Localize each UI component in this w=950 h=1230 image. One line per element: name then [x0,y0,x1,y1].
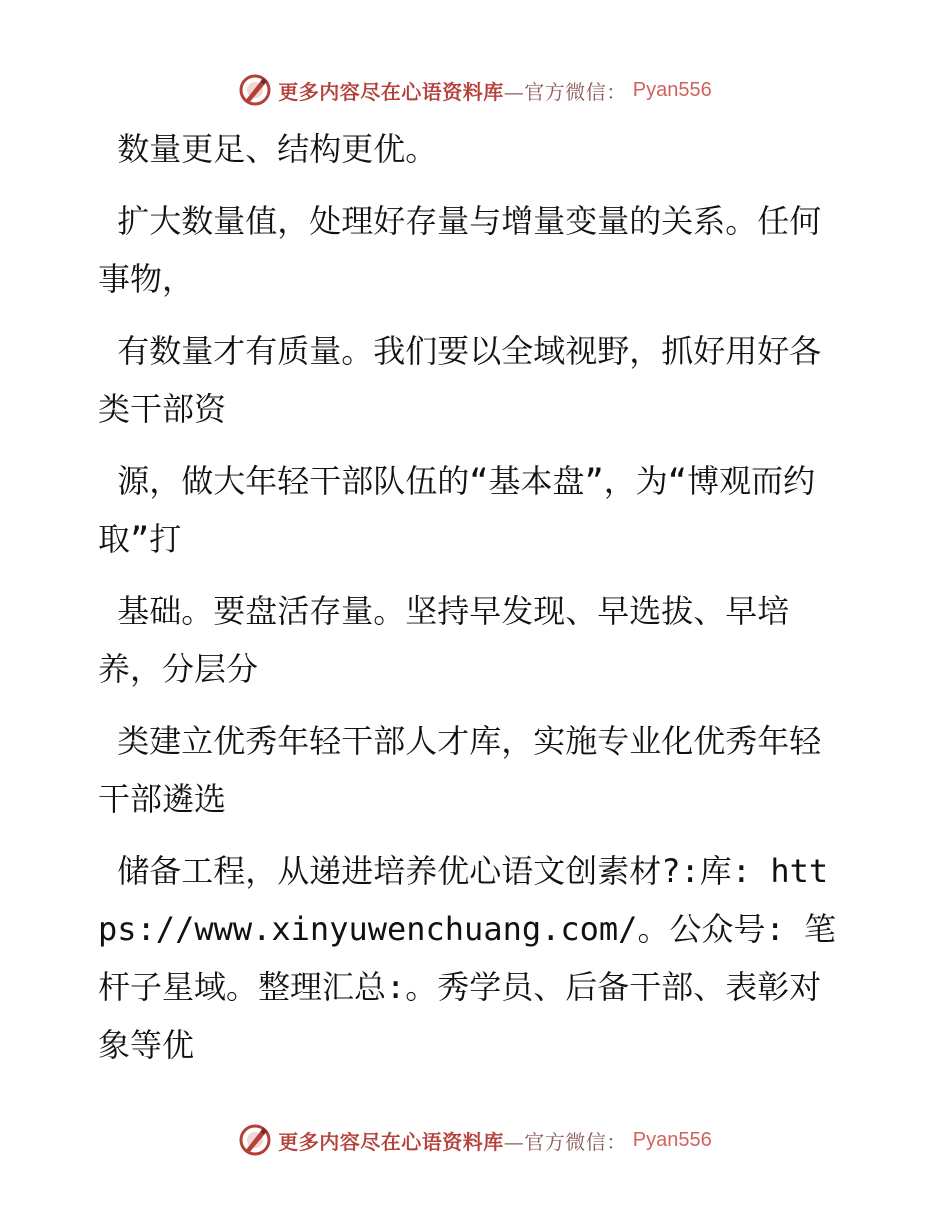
paragraph: 扩大数量值，处理好存量与增量变量的关系。任何事物， [98,202,822,298]
watermark-wechat-id: Pyan556 [632,1128,712,1151]
paragraph: 数量更足、结构更优。 [98,130,438,168]
paragraph: 储备工程，从递进培养优心语文创素材?:库: https://www.xinyuwenchuang.com/。公众号: 笔杆子星域。整理汇总:。秀学员、后备干部、表彰对象等优 [98,852,836,1064]
pen-logo-icon [238,73,272,107]
paragraph: 有数量才有质量。我们要以全域视野，抓好用好各类干部资 [98,332,822,428]
paragraph: 类建立优秀年轻干部人才库，实施专业化优秀年轻干部遴选 [98,722,822,818]
document-body [98,120,838,1074]
watermark-text: 更多内容尽在心语资料库—官方微信： [278,79,627,104]
watermark-text: 更多内容尽在心语资料库—官方微信： [278,1129,627,1154]
header-watermark [0,70,950,110]
pen-logo-icon [238,1123,272,1157]
paragraph: 源，做大年轻干部队伍的“基本盘”，为“博观而约取”打 [98,462,816,558]
footer-watermark [0,1120,950,1160]
watermark-wechat-id: Pyan556 [632,78,712,101]
paragraph: 基础。要盘活存量。坚持早发现、早选拔、早培养，分层分 [98,592,790,688]
